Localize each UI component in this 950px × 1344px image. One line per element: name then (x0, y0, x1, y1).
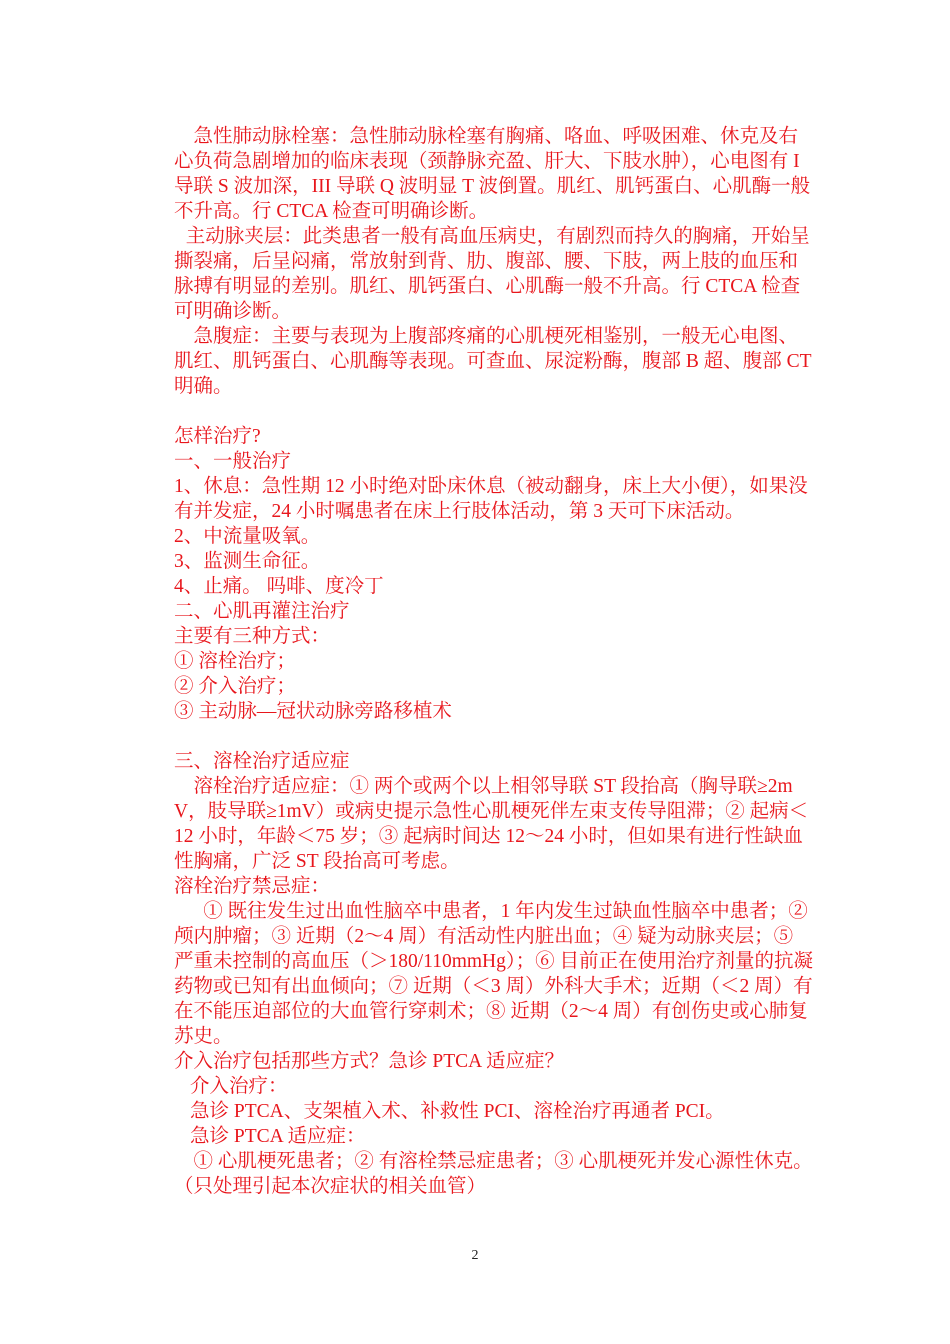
list-item-rest: 1、休息：急性期 12 小时绝对卧床休息（被动翻身，床上大小便），如果没有并发症，24 小时嘱患者在床上行肢体活动，第 3 天可下床活动。 (174, 476, 808, 522)
label-ptca-indications: 急诊 PTCA 适应症： (190, 1126, 366, 1147)
paragraph-aortic-dissection: 主动脉夹层：此类患者一般有高血压病史，有剧烈而持久的胸痛，开始呈撕裂痛，后呈闷痛，常放射到背、肋、腹部、腰、下肢，两上肢的血压和脉搏有明显的差别。肌红、肌钙蛋白、心肌酶一般不升高。行 CTCA 检查可明确诊断。 (174, 226, 810, 322)
question-treatment: 怎样治疗? (174, 426, 261, 447)
list-item-analgesia: 4、止痛。 吗啡、度冷丁 (174, 576, 384, 597)
paragraph-contraindications: ① 既往发生过出血性脑卒中患者，1 年内发生过缺血性脑卒中患者；② 颅内肿瘤；③ 近期（2～4 周）有活动性内脏出血；④ 疑为动脉夹层；⑤ 严重未控制的高血压（＞180/110mmHg）；⑥ 目前正在使用治疗剂量的抗凝药物或已知有出血倾向；⑦ 近期（＜3 周）外科大手术；近期（＜2 周）有在不能压迫部位的大血管行穿刺术；⑧ 近期（2～4 周）有创伤史或心肺复苏史。 (174, 901, 813, 1047)
spacer (174, 724, 814, 749)
paragraph-acute-abdomen: 急腹症：主要与表现为上腹部疼痛的心肌梗死相鉴别，一般无心电图、肌红、肌钙蛋白、心肌酶等表现。可查血、尿淀粉酶，腹部 B 超、腹部 CT 明确。 (174, 326, 812, 397)
method-cabg: ③ 主动脉—冠状动脉旁路移植术 (174, 701, 452, 722)
spacer (174, 399, 814, 424)
list-item-oxygen: 2、中流量吸氧。 (174, 526, 321, 547)
methods-intro: 主要有三种方式： (174, 626, 331, 647)
paragraph-thrombolysis-indications: 溶栓治疗适应症：① 两个或两个以上相邻导联 ST 段抬高（胸导联≥2mV，肢导联≥1mV）或病史提示急性心肌梗死伴左束支传导阻滞；② 起病＜12 小时，年龄＜75 岁；③ 起病时间达 12～24 小时，但如果有进行性缺血性胸痛，广泛 ST 段抬高可考虑。 (174, 776, 809, 872)
question-intervention: 介入治疗包括那些方式？急诊 PTCA 适应症？ (174, 1051, 565, 1072)
method-intervention: ② 介入治疗； (174, 676, 296, 697)
label-intervention: 介入治疗： (190, 1076, 288, 1097)
method-thrombolysis: ① 溶栓治疗； (174, 651, 296, 672)
page-number: 2 (471, 1248, 479, 1263)
list-item-monitor: 3、监测生命征。 (174, 551, 321, 572)
heading-contraindications: 溶栓治疗禁忌症： (174, 876, 331, 897)
paragraph-intervention-methods: 急诊 PTCA、支架植入术、补救性 PCI、溶栓治疗再通者 PCI。 (190, 1101, 725, 1122)
heading-thrombolysis-indications: 三、溶栓治疗适应症 (174, 751, 350, 772)
paragraph-ptca-indications: ① 心肌梗死患者；② 有溶栓禁忌症患者；③ 心肌梗死并发心源性休克。（只处理引起本次症状的相关血管） (174, 1151, 813, 1197)
heading-reperfusion: 二、心肌再灌注治疗 (174, 601, 350, 622)
heading-general-treatment: 一、一般治疗 (174, 451, 292, 472)
page-body (174, 124, 814, 1199)
paragraph-pulmonary-embolism: 急性肺动脉栓塞：急性肺动脉栓塞有胸痛、咯血、呼吸困难、休克及右心负荷急剧增加的临床表现（颈静脉充盈、肝大、下肢水肿），心电图有 I 导联 S 波加深，III 导联 Q 波明显 T 波倒置。肌红、肌钙蛋白、心肌酶一般不升高。行 CTCA 检查可明确诊断。 (174, 126, 811, 222)
